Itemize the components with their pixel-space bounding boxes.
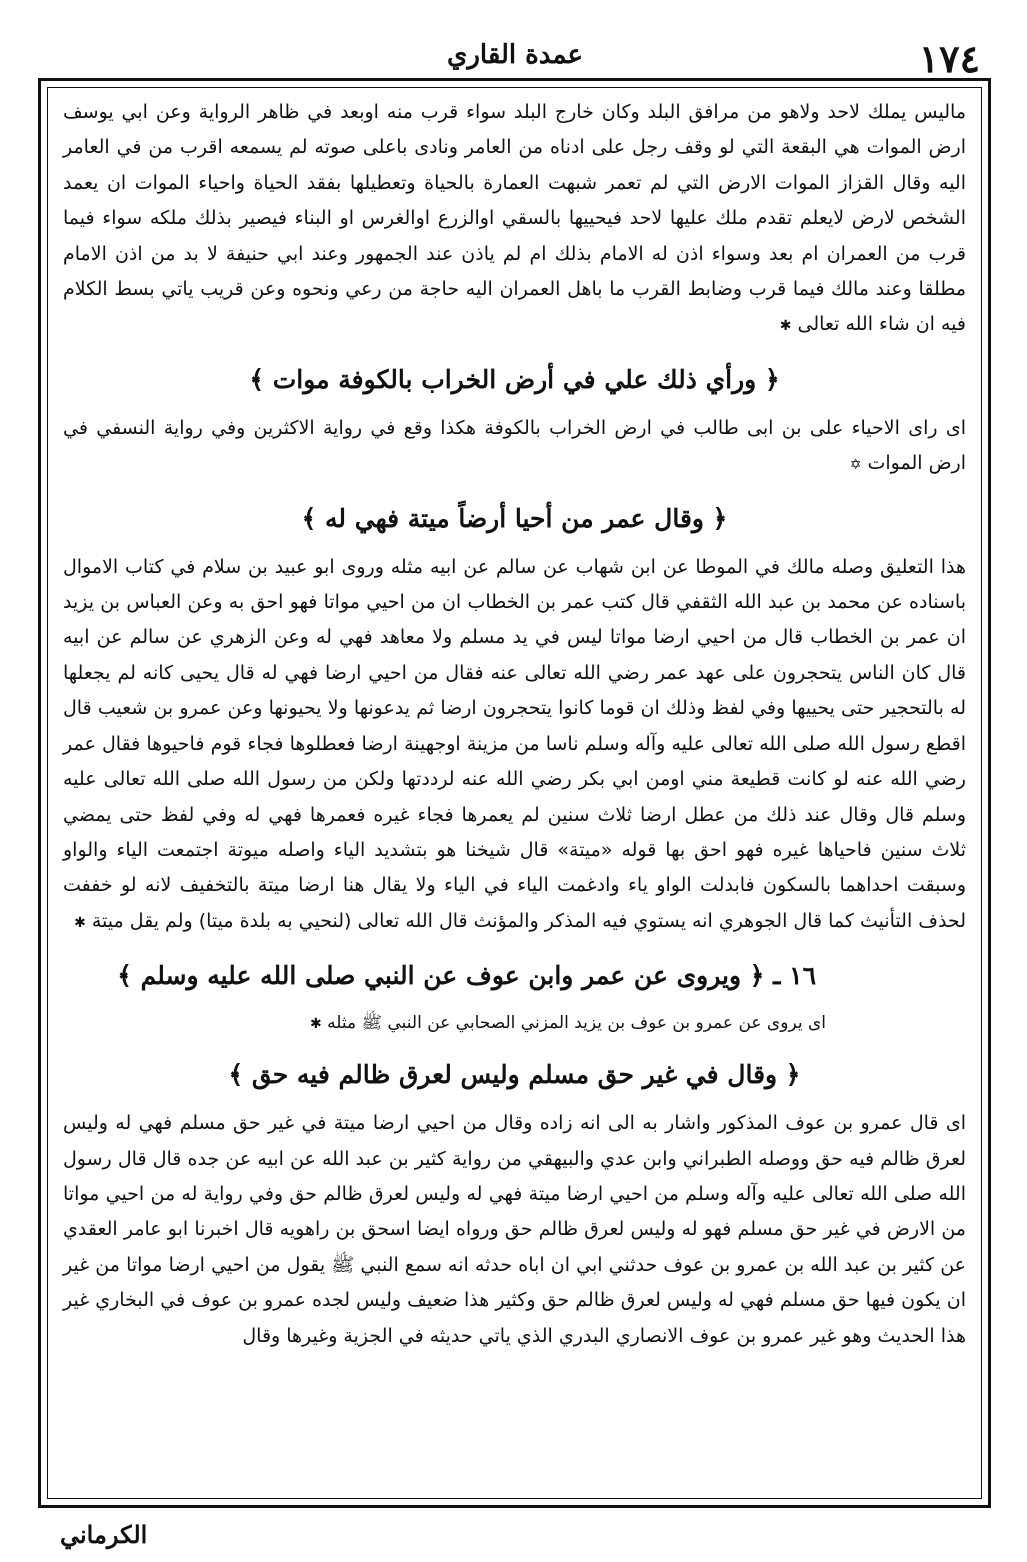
end-mark-icon: ✱ bbox=[779, 318, 792, 335]
heading-umar: ﴿ وقال عمر من أحيا أرضاً ميتة فهي له ﴾ bbox=[301, 503, 728, 533]
end-mark-icon: ✱ bbox=[74, 914, 86, 931]
paragraph-3: هذا التعليق وصله مالك في الموطا عن ابن شهاب عن سالم عن ابيه مثله وروى ابو عبيد بن سلام في كتاب الاموال باسناده عن محمد بن عبد الله الثقفي قال كتب عمر بن الخطاب ان من احيي مواتا فهو احق به وعن العباس بن يزيد ان عمر بن الخطاب قال من احيي ارضا مواتا ليس في يد مسلم ولا معاهد فهي له وعن الزهري عن سالم عن ابيه قال كان الناس يتحجرون على عهد عمر رضي الله تعالى عنه فقال من احيي ارضا فهي له قال يحيى كانه لم يجعلها له بالتحجير حتى يحييها وفي لفظ وذلك ان قوما كانوا يتحجرون ارضا ثم يدعونها ولا يحيونها وعن عمرو بن شعيب قال اقطع رسول الله صلى الله تعالى عليه وآله وسلم ناسا من مزينة اوجهينة ارضا فعطلوها فجاء قوم فاحيوها فقال عمر رضي الله عنه لو كانت قطيعة مني اومن ابي بكر رضي الله عنه لرددتها ولكن من رسول الله صلى الله تعالى عليه وسلم قال وقال عند ذلك من عطل ارضا ثلاث سنين لم يعمرها فجاء غيره فعمرها فهي له وفي لفظ حتى يمضي ثلاث سنين فاحياها غيره فهو احق بها قوله «ميتة» قال شيخنا هو بتشديد الياء واصله ميوتة اجتمعت الياء والواو وسبقت احداهما بالسكون فابدلت الواو ياء وادغمت الياء في الياء ولا يقال هنا ارضا ميتة بالتخفيف لانه لو خففت لحذف التأنيث كما قال الجوهري انه يستوي فيه المذكر والمؤنث قال الله تعالى (لنحيي به بلدة ميتا) ولم يقل ميتة ✱ bbox=[63, 555, 966, 932]
footer-signature: الكرماني bbox=[60, 1520, 148, 1549]
heading-16: ١٦ ـ ﴿ ويروى عن عمر وابن عوف عن النبي صلى الله عليه وسلم ﴾ bbox=[117, 961, 816, 991]
end-mark-icon: ✡ bbox=[849, 457, 862, 474]
page-number: ١٧٤ bbox=[918, 36, 980, 81]
heading-haqq: ﴿ وقال في غير حق مسلم وليس لعرق ظالم فيه حق ﴾ bbox=[228, 1060, 801, 1090]
end-mark-icon: ✱ bbox=[310, 1016, 322, 1033]
paragraph-5: اى قال عمرو بن عوف المذكور واشار به الى انه زاده وقال من احيي ارضا ميتة في غير حق مسلم فهي له وليس لعرق ظالم فيه حق ووصله الطبراني وابن عدي والبيهقي من رواية كثير بن عبد الله عن ابيه عن جده قال قال رسول الله صلى الله تعالى عليه وآله وسلم من احيي ارضا ميتة فهي له وليس لعرق ظالم حق وفي رواية له من احيي مواتا من الارض في غير حق مسلم فهو له وليس لعرق ظالم حق ورواه ايضا اسحق بن راهويه قال اخبرنا ابو عامر العقدي عن كثير بن عبد الله بن عمرو بن عوف حدثني ابي ان اباه حدثه انه سمع النبي ﷺ يقول من احيي ارضا مواتا من غير ان يكون فيها حق مسلم فهي له وليس لعرق ظالم حق وكثير هذا ضعيف وليس لجده عمرو بن عوف في البخاري غير هذا الحديث وهو غير عمرو بن عوف الانصاري البدري الذي ياتي حديثه في الجزية وغيرها وقال bbox=[63, 1112, 966, 1347]
heading-ali: ﴿ ورأي ذلك علي في أرض الخراب بالكوفة موات ﴾ bbox=[249, 364, 780, 394]
text-frame bbox=[38, 78, 991, 1508]
paragraph-2: اى راى الاحياء على بن ابى طالب في ارض الخراب بالكوفة هكذا وقع في رواية الاكثرين وفي رواية النسفي في ارض الموات ✡ bbox=[63, 416, 966, 475]
page-body bbox=[63, 95, 966, 1495]
running-title: عمدة القاري bbox=[447, 40, 583, 70]
paragraph-1: ماليس يملك لاحد ولاهو من مرافق البلد وكان خارج البلد سواء قرب منه اوبعد في ظاهر الرواية وعن ابي يوسف ارض الموات هي البقعة التي لو وقف رجل على ادناه من العامر ونادى باعلى صوته لم يسمعه اقرب من في العامر اليه وقال القزاز الموات الارض التي لم تعمر شبهت العمارة بالحياة وتعطيلها بفقد الحياة واحياء الموات ان يعمد الشخص لارض لايعلم تقدم ملك عليها لاحد فيحييها بالسقي اوالزرع اوالغرس او البناء فيصير بذلك ملكه سواء فيما قرب من العمران ام بعد وسواء اذن له الامام بذلك ام لم ياذن عند الجمهور وعند ابي حنيفة لا بد من اذن الامام مطلقا وعند مالك فيما قرب وضابط القرب ما باهل العمران اليه حاجة من رعي ونحوه وعن قريب ياتي بسط الكلام فيه ان شاء الله تعالى ✱ bbox=[63, 101, 966, 336]
paragraph-4: اى يروى عن عمرو بن عوف بن يزيد المزني الصحابي عن النبي ﷺ مثله ✱ bbox=[310, 1013, 826, 1034]
page-header bbox=[40, 30, 990, 80]
